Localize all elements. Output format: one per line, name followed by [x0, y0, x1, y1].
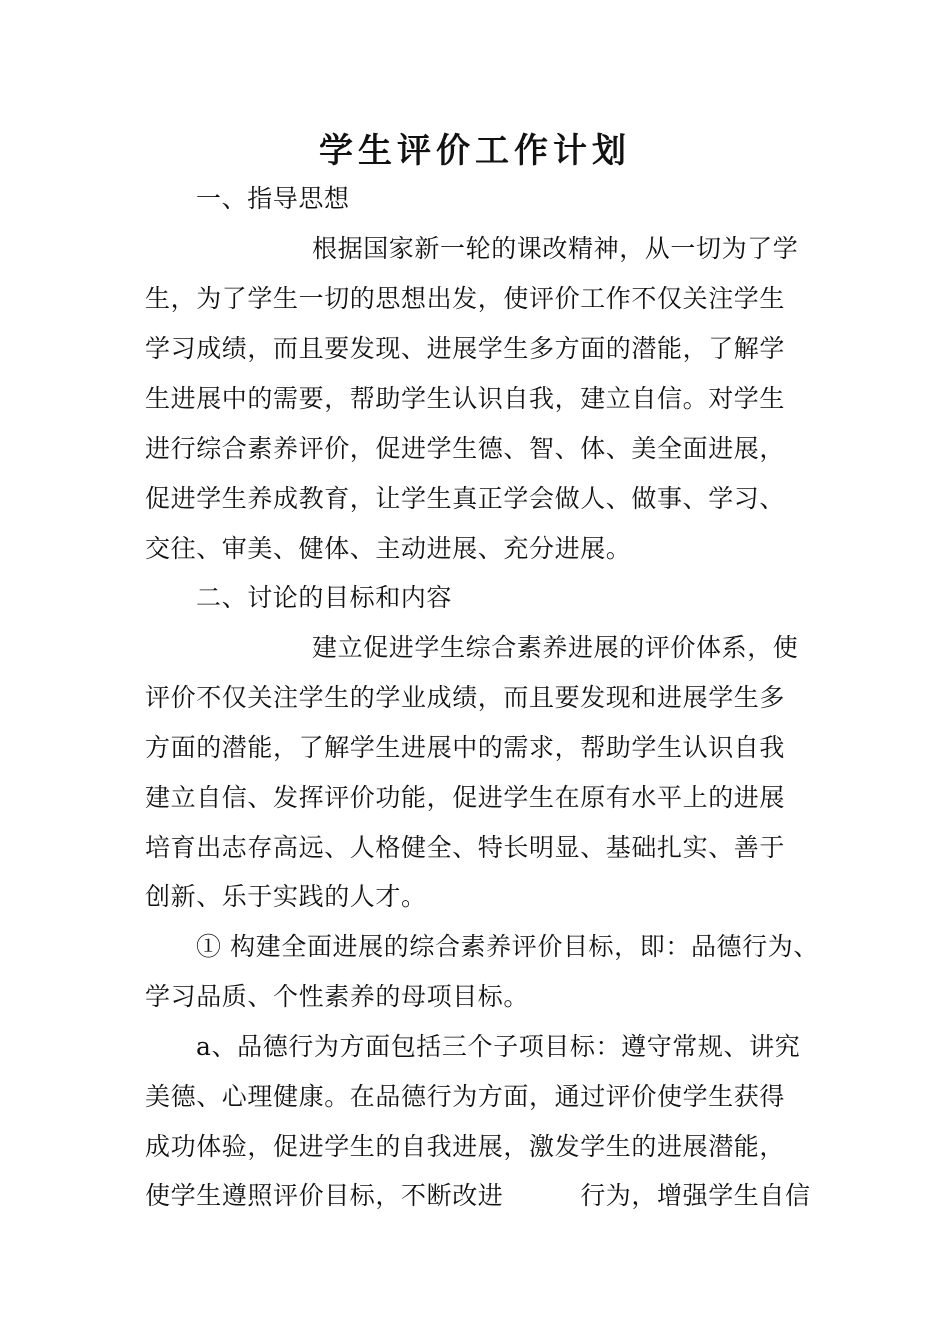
sub-item-line: a、品德行为方面包括三个子项目标：遵守常规、讲究	[196, 1032, 801, 1061]
paragraph-line: 学习品质、个性素养的母项目标。	[145, 982, 530, 1011]
section-heading-goals-content: 二、讨论的目标和内容	[196, 583, 453, 612]
paragraph-line: 建立促进学生综合素养进展的评价体系，使	[312, 633, 799, 662]
paragraph-line: 学习成绩，而且要发现、进展学生多方面的潜能，了解学	[145, 334, 786, 363]
paragraph-line: 评价不仅关注学生的学业成绩，而且要发现和进展学生多	[145, 683, 786, 712]
paragraph-line: 根据国家新一轮的课改精神，从一切为了学	[312, 234, 799, 263]
document-title: 学生评价工作计划	[319, 131, 631, 171]
paragraph-line: 使学生遵照评价目标，不断改进 行为，增强学生自信	[145, 1181, 811, 1210]
list-item-line: ① 构建全面进展的综合素养评价目标，即：品德行为、	[196, 932, 819, 961]
paragraph-line: 生，为了学生一切的思想出发，使评价工作不仅关注学生	[145, 284, 786, 313]
paragraph-line: 生进展中的需要，帮助学生认识自我，建立自信。对学生	[145, 384, 786, 413]
paragraph-line: 建立自信、发挥评价功能，促进学生在原有水平上的进展	[145, 783, 786, 812]
paragraph-line: 促进学生养成教育，让学生真正学会做人、做事、学习、	[145, 484, 786, 513]
paragraph-line: 进行综合素养评价，促进学生德、智、体、美全面进展，	[145, 434, 786, 463]
paragraph-line: 交往、审美、健体、主动进展、充分进展。	[145, 534, 632, 563]
paragraph-line: 培育出志存高远、人格健全、特长明显、基础扎实、善于	[145, 833, 786, 862]
section-heading-guiding-thought: 一、指导思想	[196, 184, 350, 213]
paragraph-line: 成功体验，促进学生的自我进展，激发学生的进展潜能，	[145, 1132, 786, 1161]
paragraph-line: 创新、乐于实践的人才。	[145, 882, 427, 911]
paragraph-line: 美德、心理健康。在品德行为方面，通过评价使学生获得	[145, 1082, 786, 1111]
paragraph-line: 方面的潜能，了解学生进展中的需求，帮助学生认识自我	[145, 733, 786, 762]
